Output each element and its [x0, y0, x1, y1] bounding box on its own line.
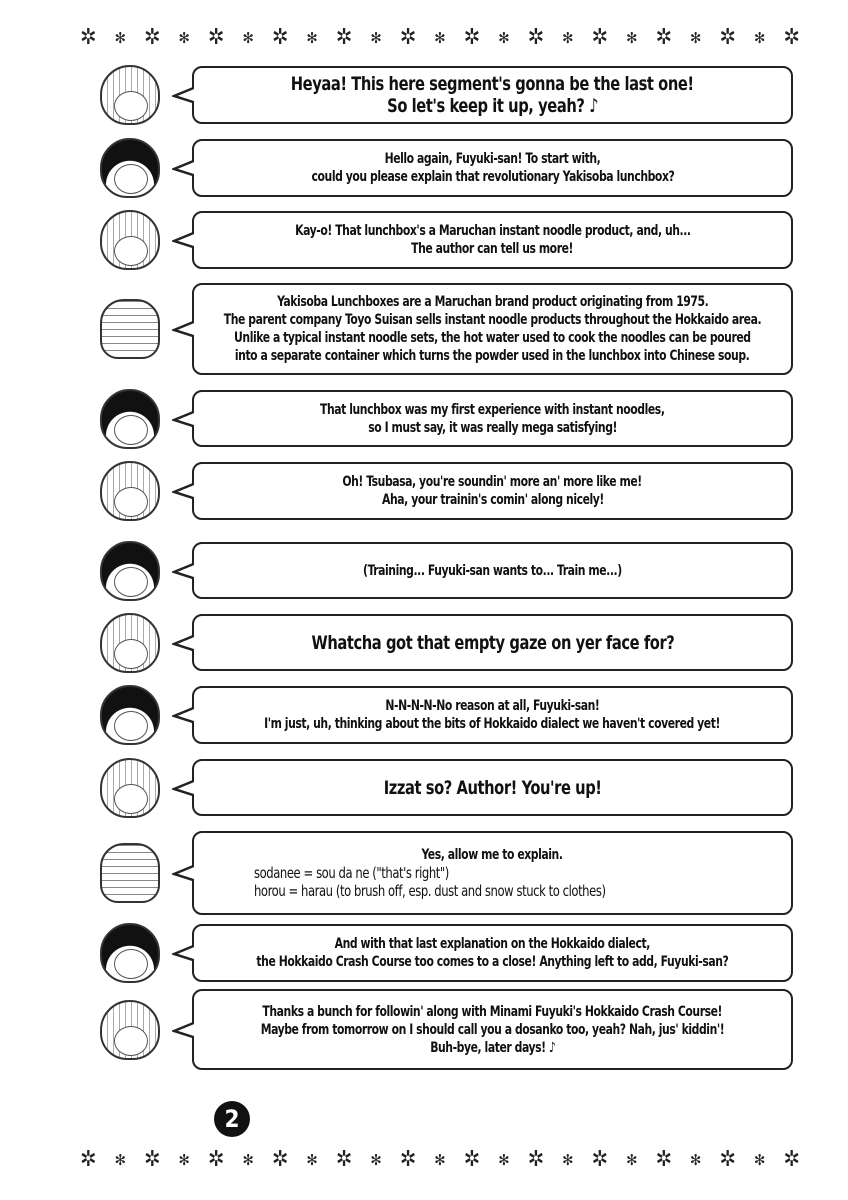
dialogue-line: Yakisoba Lunchboxes are a Maruchan brand product originating from 1975.	[276, 294, 709, 310]
star-icon: ✻	[562, 29, 574, 47]
speech-bubble	[192, 614, 793, 671]
dialogue-line: Whatcha got that empty gaze on yer face for?	[311, 631, 674, 654]
star-icon: ✻	[178, 29, 190, 47]
tsubasa-avatar-icon	[100, 923, 160, 983]
star-icon: ✲	[783, 25, 800, 50]
bubble-tail-icon	[172, 86, 194, 104]
star-icon: ✲	[591, 25, 609, 50]
bubble-tail-icon	[172, 706, 194, 724]
dialogue-line: N-N-N-N-No reason at all, Fuyuki-san!	[385, 698, 600, 714]
bubble-tail-icon	[172, 320, 194, 338]
speech-bubble	[192, 66, 793, 124]
star-icon: ✲	[80, 25, 97, 50]
dialogue-line: Maybe from tomorrow on I should call you a dosanko too, yeah? Nah, jus' kiddin'!	[260, 1021, 725, 1038]
star-icon: ✲	[271, 25, 289, 50]
fuyuki-avatar-icon	[100, 210, 160, 270]
dialogue-line: Oh! Tsubasa, you're soundin' more an' more like me!	[342, 474, 643, 490]
star-icon: ✲	[207, 1147, 225, 1172]
star-icon: ✻	[114, 1151, 126, 1169]
dialogue-line: So let's keep it up, yeah? ♪	[387, 95, 598, 117]
star-icon: ✻	[434, 1151, 446, 1169]
glossary-entry: sodanee = sou da ne ("that's right")	[254, 864, 449, 882]
star-icon: ✻	[370, 29, 382, 47]
star-icon: ✻	[306, 29, 318, 47]
dialogue-line: Yes, allow me to explain.	[421, 847, 564, 863]
star-icon: ✻	[370, 1151, 382, 1169]
star-icon: ✻	[626, 29, 638, 47]
dialogue-row	[0, 989, 848, 1070]
dialogue-row	[0, 283, 848, 375]
dialogue-line: That lunchbox was my first experience with instant noodles,	[320, 401, 665, 418]
dialogue-row	[0, 66, 848, 124]
speech-bubble	[192, 139, 793, 197]
tsubasa-avatar-icon	[100, 685, 160, 745]
star-icon: ✲	[591, 1147, 609, 1172]
star-icon: ✻	[498, 29, 510, 47]
dialogue-line: Izzat so? Author! You're up!	[383, 776, 602, 799]
speech-bubble	[192, 924, 793, 982]
dialogue-row	[0, 139, 848, 197]
dialogue-line: Heyaa! This here segment's gonna be the last one!	[291, 73, 694, 95]
dialogue-line: so I must say, it was really mega satisfying!	[368, 419, 617, 436]
speech-bubble	[192, 759, 793, 816]
bubble-tail-icon	[172, 1021, 194, 1039]
dialogue-line: (Training... Fuyuki-san wants to... Train me...)	[363, 562, 622, 579]
dialogue-line: could you please explain that revolutionary Yakisoba lunchbox?	[311, 169, 674, 185]
star-icon: ✲	[655, 1147, 673, 1172]
tsubasa-avatar-icon	[100, 138, 160, 198]
dialogue-row	[0, 924, 848, 982]
star-icon: ✲	[783, 1147, 800, 1172]
star-border-top	[80, 25, 800, 50]
star-icon: ✻	[178, 1151, 190, 1169]
star-icon: ✻	[626, 1151, 638, 1169]
star-icon: ✲	[335, 1147, 353, 1172]
speech-bubble	[192, 462, 793, 520]
dialogue-row	[0, 614, 848, 671]
bubble-tail-icon	[172, 779, 194, 797]
dialogue-line: Unlike a typical instant noodle sets, the hot water used to cook the noodles can be poured	[234, 330, 751, 346]
dialogue-row	[0, 390, 848, 447]
star-icon: ✲	[335, 25, 353, 50]
fuyuki-avatar-icon	[100, 65, 160, 125]
dialogue-row	[0, 542, 848, 599]
bubble-tail-icon	[172, 410, 194, 428]
star-icon: ✲	[271, 1147, 289, 1172]
star-icon: ✻	[498, 1151, 510, 1169]
speech-bubble	[192, 831, 793, 915]
dialogue-line: Buh-bye, later days! ♪	[429, 1039, 556, 1056]
speech-bubble	[192, 211, 793, 269]
speech-bubble	[192, 989, 793, 1070]
bubble-tail-icon	[172, 231, 194, 249]
star-icon: ✲	[719, 25, 736, 50]
dialogue-line: Kay-o! That lunchbox's a Maruchan instant noodle product, and, uh...	[294, 223, 691, 239]
dialogue-line: Aha, your trainin's comin' along nicely!	[381, 492, 604, 508]
dialogue-line: Thanks a bunch for followin' along with Minami Fuyuki's Hokkaido Crash Course!	[262, 1003, 723, 1020]
star-icon: ✲	[80, 1147, 97, 1172]
bubble-tail-icon	[172, 634, 194, 652]
star-icon: ✻	[434, 29, 446, 47]
dialogue-line: Hello again, Fuyuki-san! To start with,	[384, 151, 601, 167]
star-icon: ✻	[690, 29, 702, 47]
author-avatar-icon	[100, 299, 160, 359]
fuyuki-avatar-icon	[100, 758, 160, 818]
page-number: 2	[214, 1101, 250, 1137]
dialogue-row	[0, 462, 848, 520]
dialogue-row	[0, 686, 848, 744]
dialogue-line: And with that last explanation on the Hokkaido dialect,	[334, 936, 651, 952]
tsubasa-avatar-icon	[100, 541, 160, 601]
dialogue-line: The parent company Toyo Suisan sells instant noodle products throughout the Hokkaido area.	[223, 312, 762, 328]
star-icon: ✲	[527, 25, 545, 50]
bubble-tail-icon	[172, 944, 194, 962]
star-icon: ✻	[690, 1151, 702, 1169]
dialogue-line: into a separate container which turns the powder used in the lunchbox into Chinese soup.	[235, 348, 750, 364]
tsubasa-avatar-icon	[100, 389, 160, 449]
glossary-entry: horou = harau (to brush off, esp. dust and snow stuck to clothes)	[254, 882, 606, 900]
dialogue-row	[0, 759, 848, 816]
star-icon: ✻	[562, 1151, 574, 1169]
star-icon: ✲	[527, 1147, 545, 1172]
dialogue-row	[0, 831, 848, 915]
star-icon: ✲	[143, 1147, 161, 1172]
star-icon: ✻	[242, 1151, 254, 1169]
bubble-tail-icon	[172, 159, 194, 177]
star-icon: ✲	[399, 25, 417, 50]
speech-bubble	[192, 542, 793, 599]
fuyuki-avatar-icon	[100, 613, 160, 673]
star-icon: ✲	[655, 25, 673, 50]
star-icon: ✻	[753, 1151, 766, 1169]
dialogue-row	[0, 211, 848, 269]
speech-bubble	[192, 283, 793, 375]
star-icon: ✲	[399, 1147, 417, 1172]
bubble-tail-icon	[172, 482, 194, 500]
author-avatar-icon	[100, 843, 160, 903]
star-icon: ✲	[463, 1147, 481, 1172]
fuyuki-avatar-icon	[100, 461, 160, 521]
star-icon: ✲	[719, 1147, 736, 1172]
bubble-tail-icon	[172, 562, 194, 580]
bubble-tail-icon	[172, 864, 194, 882]
dialogue-line: the Hokkaido Crash Course too comes to a close! Anything left to add, Fuyuki-san?	[256, 954, 729, 970]
dialogue-line: The author can tell us more!	[411, 241, 574, 257]
star-icon: ✻	[114, 29, 126, 47]
star-icon: ✲	[463, 25, 481, 50]
star-icon: ✲	[207, 25, 225, 50]
star-icon: ✲	[143, 25, 161, 50]
fuyuki-avatar-icon	[100, 1000, 160, 1060]
speech-bubble	[192, 390, 793, 447]
star-icon: ✻	[753, 29, 766, 47]
star-border-bottom	[80, 1147, 800, 1172]
speech-bubble	[192, 686, 793, 744]
star-icon: ✻	[242, 29, 254, 47]
star-icon: ✻	[306, 1151, 318, 1169]
dialogue-line: I'm just, uh, thinking about the bits of Hokkaido dialect we haven't covered yet!	[264, 716, 721, 732]
